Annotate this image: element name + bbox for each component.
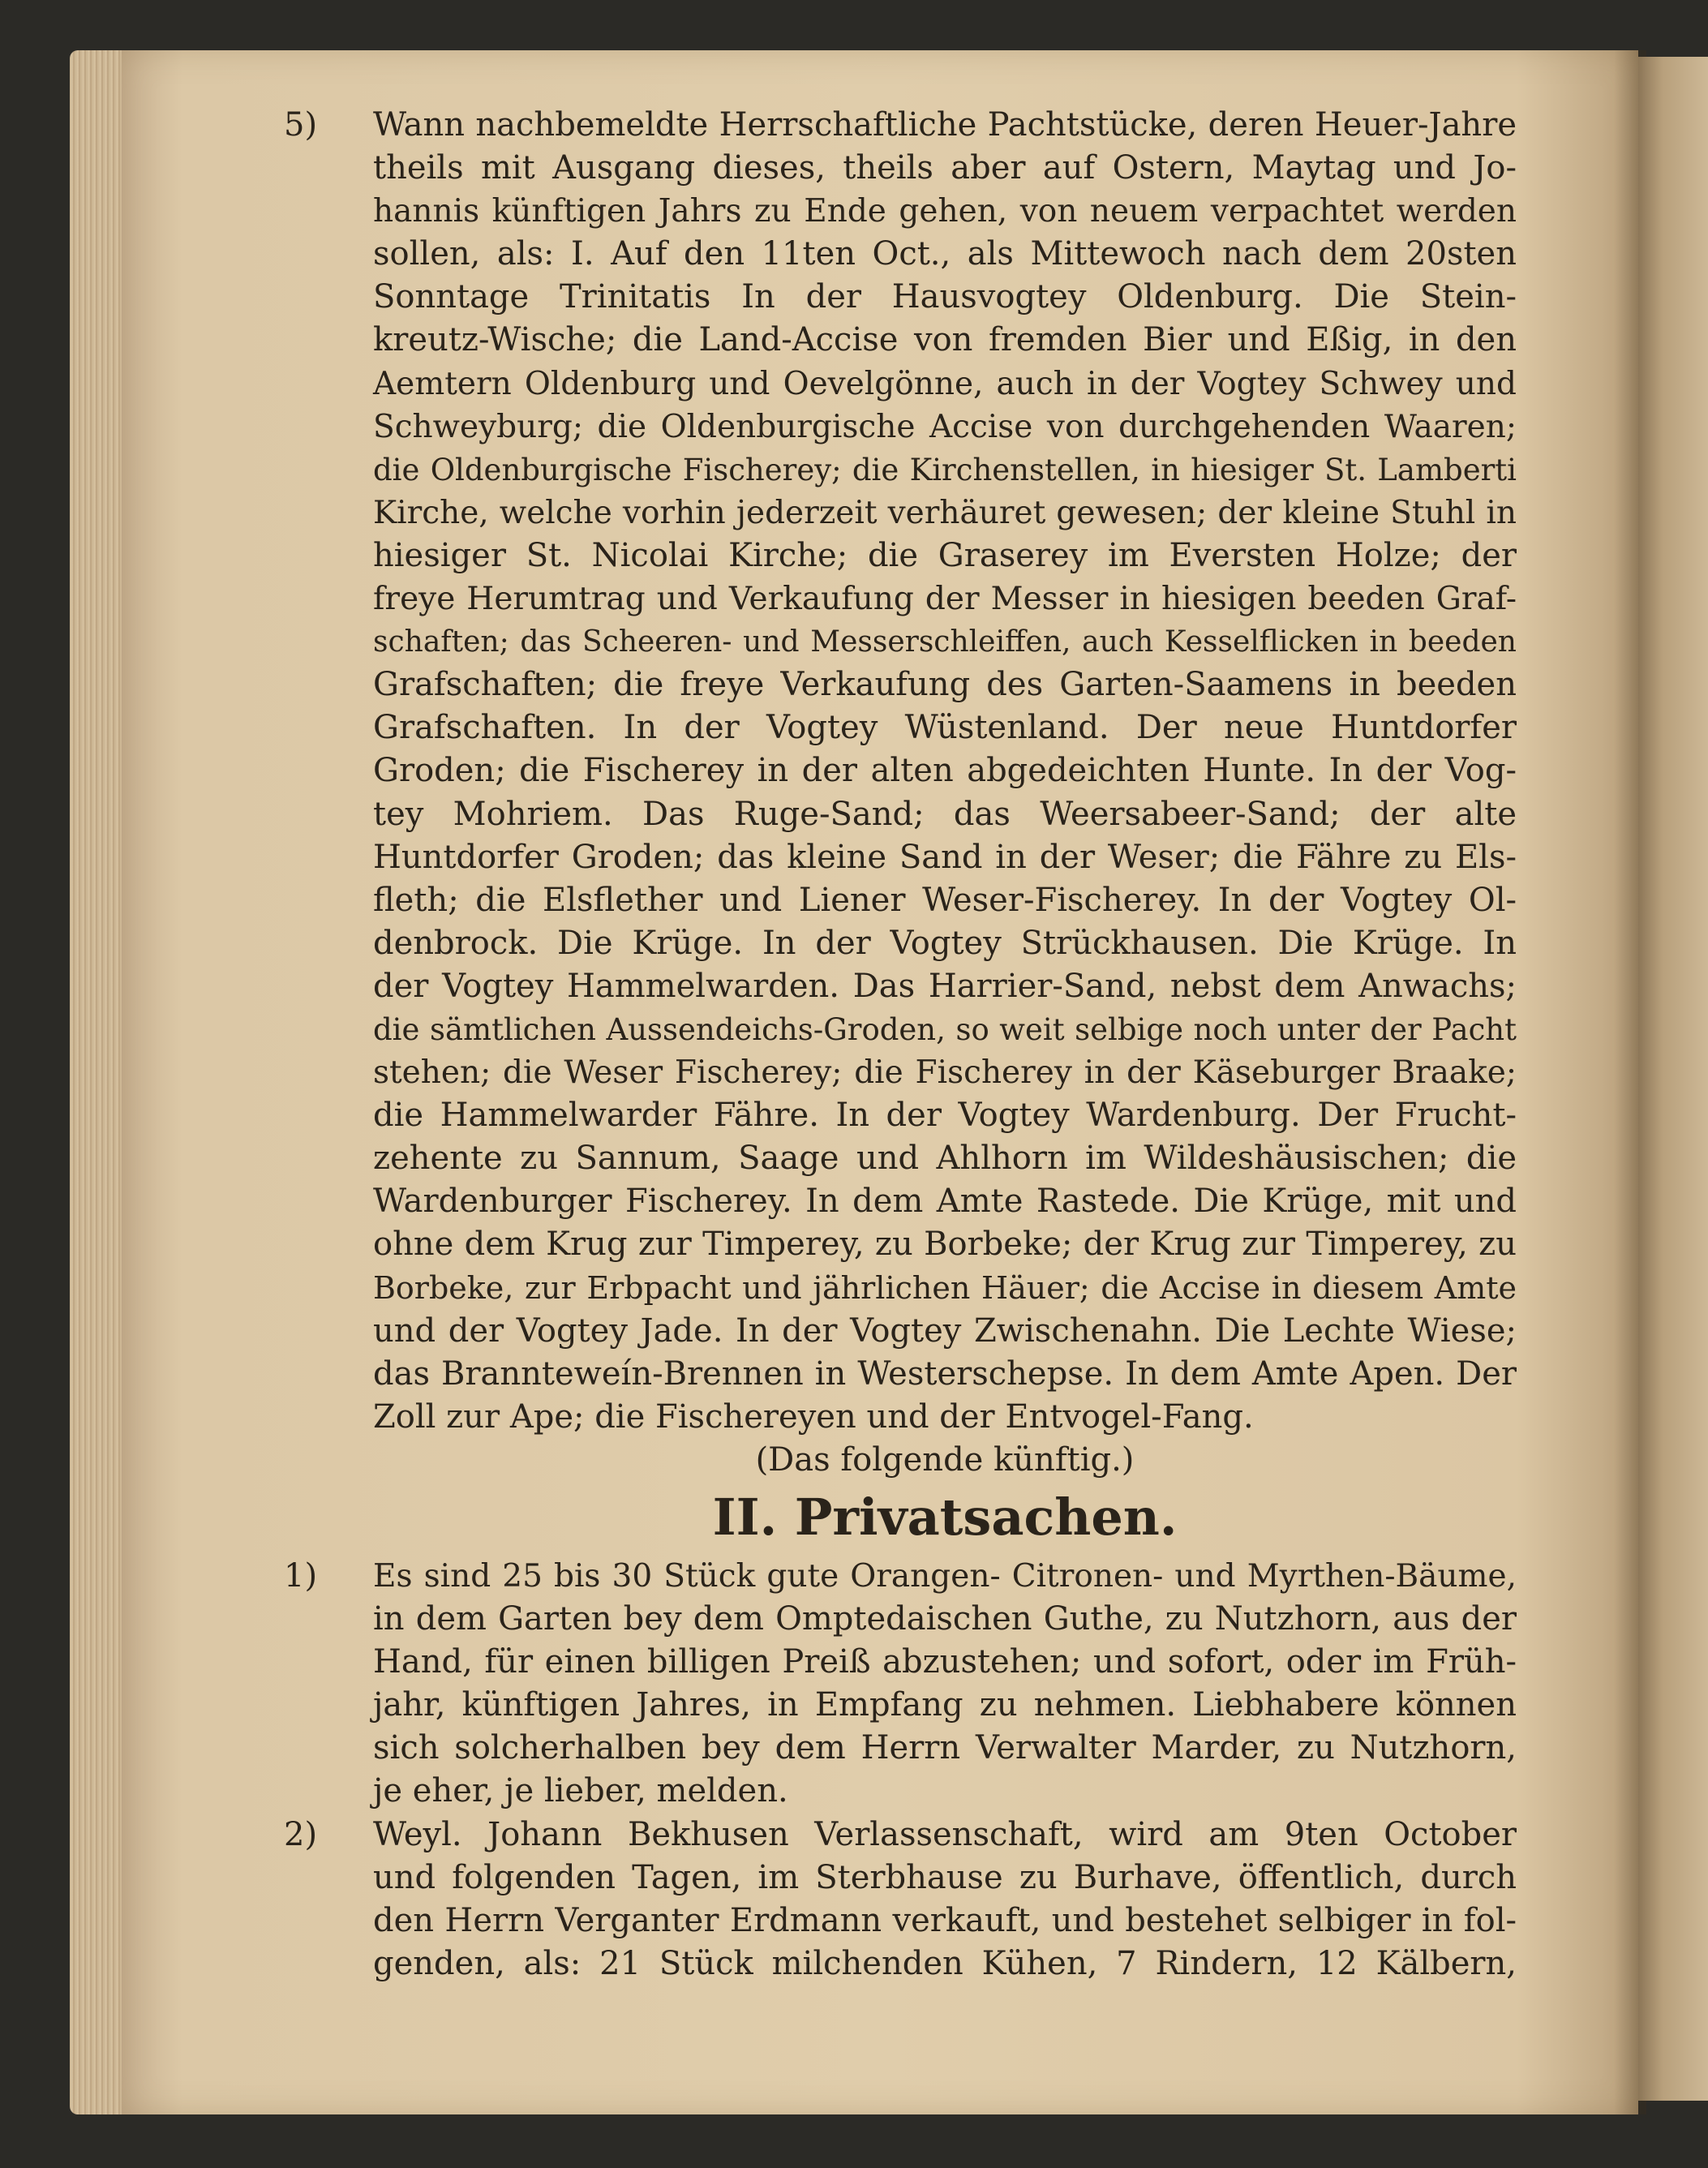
- text-line: fleth; die Elsflether und Liener Weser-Fischerey. In der Vogtey Ol-: [373, 881, 1517, 919]
- closing-note: (Das folgende künftig.): [755, 1440, 1135, 1479]
- item-number: 5): [284, 106, 318, 144]
- text-line: Wann nachbemeldte Herrschaftliche Pachtstücke, deren Heuer-Jahre: [373, 106, 1517, 144]
- text-line: Schweyburg; die Oldenburgische Accise von durchgehenden Waaren;: [373, 408, 1517, 445]
- text-line: genden, als: 21 Stück milchenden Kühen, 7 Rindern, 12 Kälbern,: [373, 1944, 1517, 1982]
- text-line: den Herrn Verganter Erdmann verkauft, und bestehet selbiger in fol-: [373, 1901, 1517, 1939]
- facing-page-edge: [1638, 57, 1708, 2101]
- private-item-1: [284, 1555, 1517, 1814]
- notice-item-5: [284, 104, 1517, 1482]
- text-line: Kirche, welche vorhin jederzeit verhäuret gewesen; der kleine Stuhl in: [373, 494, 1517, 531]
- text-line: denbrock. Die Krüge. In der Vogtey Strückhausen. Die Krüge. In: [373, 924, 1517, 962]
- text-line: die sämtlichen Aussendeichs-Groden, so weit selbige noch unter der Pacht: [373, 1011, 1517, 1047]
- text-line: in dem Garten bey dem Omptedaischen Guthe, zu Nutzhorn, aus der: [373, 1600, 1517, 1638]
- text-line: je eher, je lieber, melden.: [373, 1772, 788, 1810]
- text-line: freye Herumtrag und Verkaufung der Messer in hiesigen beeden Graf-: [373, 581, 1517, 618]
- text-line: Huntdorfer Groden; das kleine Sand in der Weser; die Fähre zu Els-: [373, 838, 1517, 876]
- text-line: Weyl. Johann Bekhusen Verlassenschaft, wird am 9ten October: [373, 1815, 1517, 1853]
- text-line: Aemtern Oldenburg und Oevelgönne, auch in der Vogtey Schwey und: [373, 365, 1517, 402]
- text-line: hiesiger St. Nicolai Kirche; die Graserey im Eversten Holze; der: [373, 536, 1517, 574]
- text-line: sollen, als: I. Auf den 11ten Oct., als Mittewoch nach dem 20sten: [373, 235, 1517, 273]
- text-line: Sonntage Trinitatis In der Hausvogtey Oldenburg. Die Stein-: [373, 278, 1517, 316]
- text-line: kreutz-Wische; die Land-Accise von fremden Bier und Eßig, in den: [373, 321, 1517, 359]
- item-number: 2): [284, 1815, 318, 1853]
- text-line: und der Vogtey Jade. In der Vogtey Zwischenahn. Die Lechte Wiese;: [373, 1312, 1517, 1350]
- text-line: Es sind 25 bis 30 Stück gute Orangen- Citronen- und Myrthen-Bäume,: [373, 1558, 1517, 1595]
- text-line: Borbeke, zur Erbpacht und jährlichen Häuer; die Accise in diesem Amte: [373, 1269, 1517, 1306]
- text-line: Zoll zur Ape; die Fischereyen und der Entvogel-Fang.: [373, 1397, 1254, 1436]
- text-line: jahr, künftigen Jahres, in Empfang zu nehmen. Liebhabere können: [373, 1686, 1517, 1724]
- text-line: theils mit Ausgang dieses, theils aber auf Ostern, Maytag und Jo-: [373, 149, 1517, 187]
- text-line: die Hammelwarder Fähre. In der Vogtey Wardenburg. Der Frucht-: [373, 1097, 1517, 1135]
- text-line: stehen; die Weser Fischerey; die Fischerey in der Käseburger Braake;: [373, 1054, 1517, 1092]
- private-item-2: [284, 1814, 1517, 1986]
- text-line: das Brannteweín-Brennen in Westerschepse. In dem Amte Apen. Der: [373, 1354, 1517, 1393]
- text-line: ohne dem Krug zur Timperey, zu Borbeke; der Krug zur Timperey, zu: [373, 1226, 1517, 1264]
- text-line: sich solcherhalben bey dem Herrn Verwalter Marder, zu Nutzhorn,: [373, 1729, 1517, 1767]
- text-line: Grafschaften. In der Vogtey Wüstenland. Der neue Huntdorfer: [373, 709, 1517, 747]
- page-text-block: [284, 104, 1517, 1986]
- text-line: Groden; die Fischerey in der alten abgedeichten Hunte. In der Vog-: [373, 752, 1517, 790]
- text-line: und folgenden Tagen, im Sterbhause zu Burhave, öffentlich, durch: [373, 1858, 1517, 1896]
- section-heading: II. Privatsachen.: [712, 1488, 1178, 1547]
- text-line: schaften; das Scheeren- und Messerschleiffen, auch Kesselflicken in beeden: [373, 625, 1517, 659]
- text-line: Hand, für einen billigen Preiß abzustehen; und sofort, oder im Früh-: [373, 1643, 1517, 1681]
- text-line: zehente zu Sannum, Saage und Ahlhorn im Wildeshäusischen; die: [373, 1140, 1517, 1178]
- text-line: Grafschaften; die freye Verkaufung des Garten-Saamens in beeden: [373, 666, 1517, 704]
- text-line: Wardenburger Fischerey. In dem Amte Rastede. Die Krüge, mit und: [373, 1183, 1517, 1221]
- text-line: der Vogtey Hammelwarden. Das Harrier-Sand, nebst dem Anwachs;: [373, 967, 1517, 1005]
- text-line: die Oldenburgische Fischerey; die Kirchenstellen, in hiesiger St. Lamberti: [373, 452, 1517, 487]
- item-number: 1): [284, 1557, 318, 1595]
- text-line: hannis künftigen Jahrs zu Ende gehen, von neuem verpachtet werden: [373, 193, 1517, 230]
- text-line: tey Mohriem. Das Ruge-Sand; das Weersabeer-Sand; der alte: [373, 795, 1517, 833]
